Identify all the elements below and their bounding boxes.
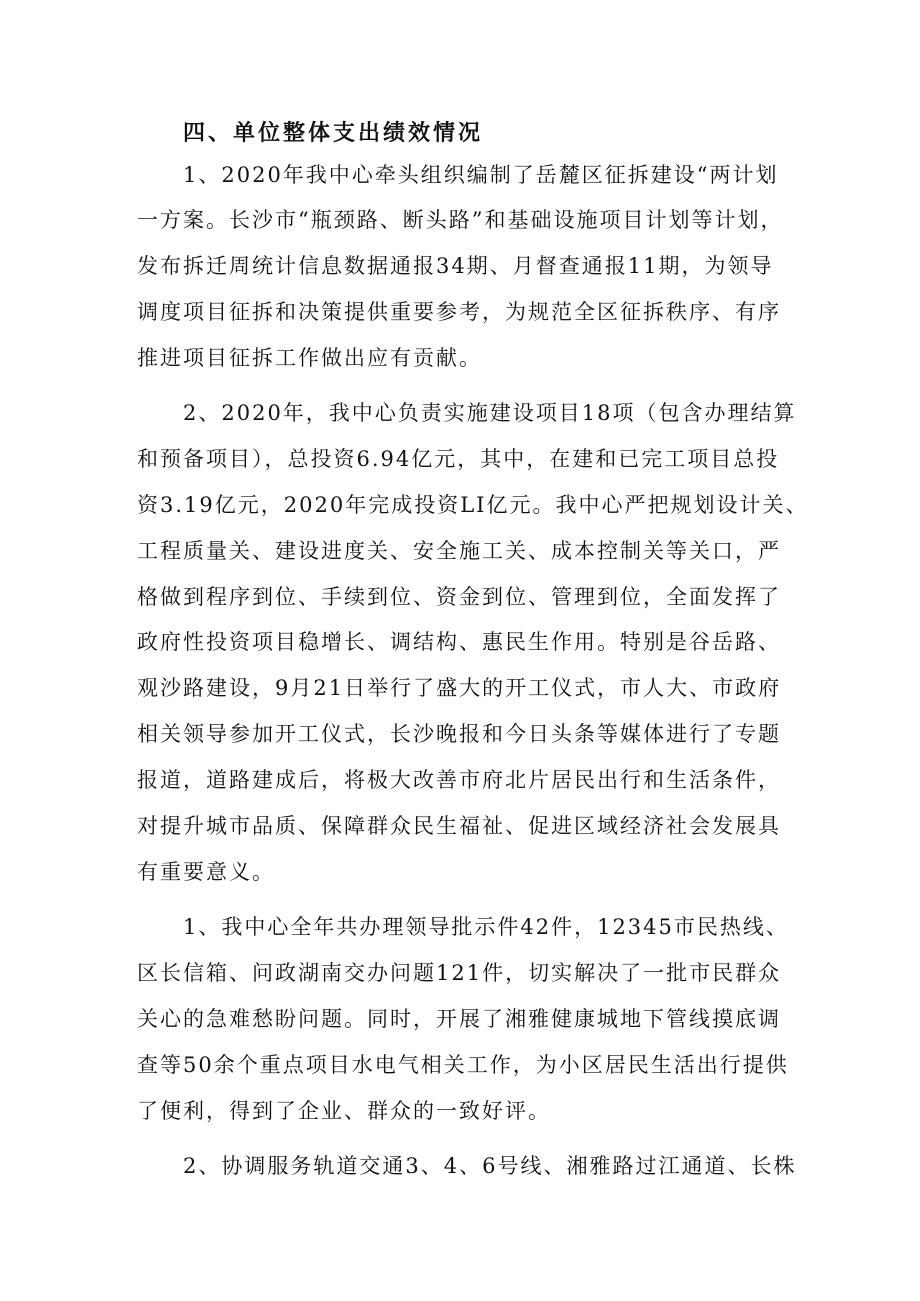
paragraph-line: 推进项目征拆工作做出应有贡献。 xyxy=(137,346,482,370)
paragraph-line: 格做到程序到位、手续到位、资金到位、管理到位，全面发挥了 xyxy=(137,585,781,609)
paragraph-line: 政府性投资项目稳增长、调结构、惠民生作用。特别是谷岳路、 xyxy=(137,630,781,654)
paragraph-line: 对提升城市品质、保障群众民生福祉、促进区域经济社会发展具 xyxy=(137,814,781,838)
paragraph-line: 调度项目征拆和决策提供重要参考，为规范全区征拆秩序、有序 xyxy=(137,300,781,324)
paragraph-line: 报道，道路建成后，将极大改善市府北片居民出行和生活条件， xyxy=(137,768,781,792)
paragraph-line: 一方案。长沙市“瓶颈路、断头路”和基础设施项目计划等计划， xyxy=(137,208,784,232)
paragraph-line: 查等50余个重点项目水电气相关工作，为小区居民生活出行提供 xyxy=(137,1053,789,1077)
paragraph-line: 相关领导参加开工仪式，长沙晚报和今日头条等媒体进行了专题 xyxy=(137,722,781,746)
paragraph-line: 1、2020年我中心牵头组织编制了岳麓区征拆建设“两计划 xyxy=(183,163,779,187)
section-heading: 四、单位整体支出绩效情况 xyxy=(183,121,484,146)
paragraph-line: 关心的急难愁盼问题。同时，开展了湘雅健康城地下管线摸底调 xyxy=(137,1007,781,1031)
paragraph-line: 1、我中心全年共办理领导批示件42件，12345市民热线、 xyxy=(183,915,789,939)
paragraph-line: 观沙路建设，9月21日举行了盛大的开工仪式，市人大、市政府 xyxy=(137,676,782,700)
paragraph-line: 资3.19亿元，2020年完成投资LI亿元。我中心严把规划设计关、 xyxy=(137,493,809,517)
paragraph-line: 有重要意义。 xyxy=(137,860,275,884)
paragraph-line: 区长信箱、问政湖南交办问题121件，切实解决了一批市民群众 xyxy=(137,961,782,985)
paragraph-line: 了便利，得到了企业、群众的一致好评。 xyxy=(137,1099,551,1123)
paragraph-line: 工程质量关、建设进度关、安全施工关、成本控制关等关口，严 xyxy=(137,539,781,563)
paragraph-line: 和预备项目），总投资6.94亿元，其中，在建和已完工项目总投 xyxy=(137,447,780,471)
paragraph-line: 发布拆迁周统计信息数据通报34期、月督查通报11期，为领导 xyxy=(137,254,774,278)
paragraph-line: 2、2020年，我中心负责实施建设项目18项（包含办理结算 xyxy=(183,401,797,425)
paragraph-line: 2、协调服务轨道交通3、4、6号线、湘雅路过江通道、长株 xyxy=(183,1154,797,1178)
